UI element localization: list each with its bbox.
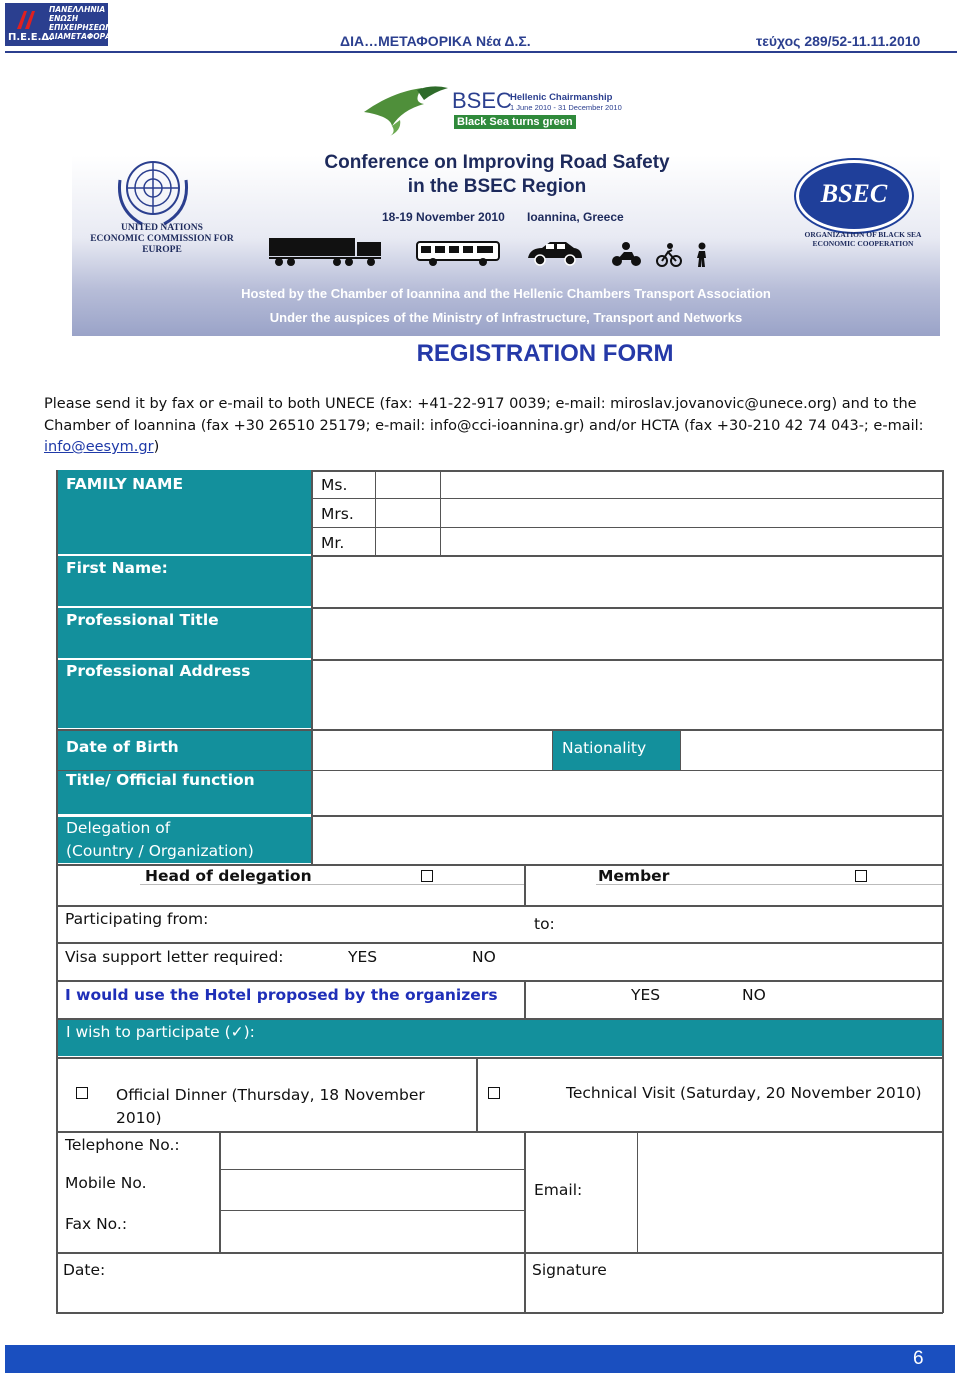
- salutation-ms: Ms.: [321, 476, 348, 494]
- delegation-label: Delegation of (Country / Organization): [66, 819, 254, 860]
- page-number: 6: [913, 1348, 924, 1369]
- first-name-label: First Name:: [66, 559, 168, 577]
- family-name-cell: [57, 470, 311, 554]
- nationality-cell: [553, 731, 680, 770]
- technical-visit-label: Technical Visit (Saturday, 20 November 2010): [566, 1084, 922, 1102]
- date-of-birth-label: Date of Birth: [66, 738, 179, 756]
- conference-place: Ioannina, Greece: [527, 210, 624, 224]
- member-label: Member: [598, 867, 670, 885]
- hotel-label: I would use the Hotel proposed by the organizers: [65, 986, 498, 1004]
- title-function-label: Title/ Official function: [66, 771, 255, 789]
- chairmanship: Hellenic Chairmanship: [510, 92, 613, 103]
- bsec-logo-text: BSEC: [820, 179, 888, 208]
- first-name-cell: [57, 556, 311, 606]
- title-function-field[interactable]: [312, 771, 942, 814]
- head-of-delegation-checkbox[interactable]: [421, 870, 433, 882]
- conference-banner: [72, 78, 940, 336]
- conference-date: 18-19 November 2010: [382, 210, 505, 224]
- logo-text: ΠΑΝΕΛΛΗΝΙΑ ΕΝΩΣΗ ΕΠΙΧΕΙΡΗΣΕΩΝ ΔΙΑΜΕΤΑΦΟΡΑΣ: [49, 5, 117, 41]
- peead-emblem-icon: [15, 9, 37, 31]
- peead-logo: [5, 3, 117, 46]
- car-icon: [524, 240, 586, 268]
- unece-label: UNITED NATIONS ECONOMIC COMMISSION FOR EUROPE: [90, 223, 234, 255]
- head-of-delegation-label: Head of delegation: [145, 867, 312, 885]
- visa-yes-option[interactable]: YES: [348, 948, 378, 966]
- professional-title-cell: [57, 608, 311, 658]
- signature-label: Signature: [532, 1261, 607, 1279]
- technical-visit-checkbox[interactable]: [488, 1087, 500, 1099]
- bsec-wordmark: BSEC: [452, 88, 512, 113]
- hotel-no-option[interactable]: NO: [742, 986, 766, 1004]
- date-of-birth-cell: [57, 731, 311, 770]
- nationality-label: Nationality: [562, 739, 647, 757]
- footer-bar: [5, 1345, 955, 1373]
- nationality-field[interactable]: [681, 731, 942, 770]
- email-label: Email:: [534, 1181, 583, 1199]
- first-name-field[interactable]: [312, 556, 942, 606]
- participating-from-label: Participating from:: [65, 910, 209, 928]
- family-name-field[interactable]: [441, 472, 941, 554]
- hcta-email-link[interactable]: info@eesym.gr: [44, 439, 154, 455]
- participating-to-field[interactable]: [570, 908, 940, 940]
- issue-number: τεύχος 289/52-11.11.2010: [756, 33, 921, 49]
- mobile-field[interactable]: [221, 1171, 523, 1209]
- mrs-checkbox-cell[interactable]: [376, 500, 439, 526]
- professional-address-label: Professional Address: [66, 662, 251, 680]
- hosted-by: Hosted by the Chamber of Ioannina and the Hellenic Chambers Transport Association: [241, 286, 771, 301]
- member-checkbox[interactable]: [855, 870, 867, 882]
- telephone-label: Telephone No.:: [65, 1136, 180, 1154]
- conference-title: Conference on Improving Road Safety in the BSEC Region: [324, 152, 670, 197]
- newsletter-title: ΔΙΑ…ΜΕΤΑΦΟΡΙΚΑ Νέα Δ.Σ.: [340, 33, 531, 49]
- motorcycle-icon: [610, 240, 642, 268]
- intro-line-2: Chamber of Ioannina (fax +30 26510 25179; e-mail: info@cci-ioannina.gr) and/or HCTA (fax +30-210 42 74 043-; e-mail:: [44, 417, 924, 434]
- chairmanship-dates: 1 June 2010 - 31 December 2010: [510, 103, 622, 112]
- professional-title-label: Professional Title: [66, 611, 219, 629]
- wish-participate-cell: [57, 1019, 942, 1056]
- title-function-cell: [57, 771, 311, 814]
- professional-title-field[interactable]: [312, 608, 942, 658]
- fax-field[interactable]: [221, 1212, 523, 1251]
- salutation-mrs: Mrs.: [321, 505, 354, 523]
- date-field[interactable]: [110, 1255, 522, 1311]
- fax-label: Fax No.:: [65, 1215, 128, 1233]
- bsec-org-label: ORGANIZATION OF BLACK SEA ECONOMIC COOPERATION: [804, 230, 922, 248]
- visa-no-option[interactable]: NO: [472, 948, 496, 966]
- auspices: Under the auspices of the Ministry of Infrastructure, Transport and Networks: [269, 310, 743, 325]
- mr-checkbox-cell[interactable]: [376, 528, 439, 554]
- date-of-birth-field[interactable]: [312, 731, 552, 770]
- delegation-cell: [57, 817, 311, 863]
- bsec-logo: [796, 160, 912, 232]
- bicycle-icon: [656, 242, 682, 268]
- participating-from-field[interactable]: [230, 908, 520, 940]
- delegation-field[interactable]: [312, 817, 942, 863]
- salutation-mr: Mr.: [321, 534, 345, 552]
- un-emblem-icon: [112, 150, 194, 230]
- family-name-label: FAMILY NAME: [66, 475, 184, 493]
- logo-abbr: Π.Ε.Ε.Δ.: [8, 32, 53, 43]
- hotel-yes-option[interactable]: YES: [631, 986, 661, 1004]
- email-field[interactable]: [639, 1133, 941, 1251]
- professional-address-cell: [57, 660, 311, 728]
- intro-line-3: info@eesym.gr): [44, 439, 160, 455]
- official-dinner-label: Official Dinner (Thursday, 18 November 2010): [116, 1086, 425, 1127]
- professional-address-field[interactable]: [312, 660, 942, 728]
- form-title: REGISTRATION FORM: [416, 340, 674, 367]
- header-rule: [5, 51, 957, 53]
- pedestrian-icon: [694, 242, 710, 268]
- official-dinner-checkbox[interactable]: [76, 1087, 88, 1099]
- ms-checkbox-cell[interactable]: [376, 472, 439, 496]
- truck-icon: [267, 234, 387, 268]
- date-label: Date:: [63, 1261, 106, 1279]
- signature-field[interactable]: [620, 1255, 940, 1311]
- intro-line-1: Please send it by fax or e-mail to both UNECE (fax: +41-22-917 0039; e-mail: miroslav.jovanovic@unece.org) and to the: [44, 396, 917, 412]
- slogan: Black Sea turns green: [454, 115, 576, 129]
- bird-icon: [362, 82, 452, 138]
- telephone-field[interactable]: [221, 1133, 523, 1168]
- bus-icon: [415, 238, 503, 268]
- wish-participate-label: I wish to participate (✓):: [66, 1023, 255, 1041]
- mobile-label: Mobile No.: [65, 1174, 147, 1192]
- participating-to-label: to:: [534, 915, 555, 933]
- visa-label: Visa support letter required:: [65, 948, 284, 966]
- intro-text: [44, 394, 944, 459]
